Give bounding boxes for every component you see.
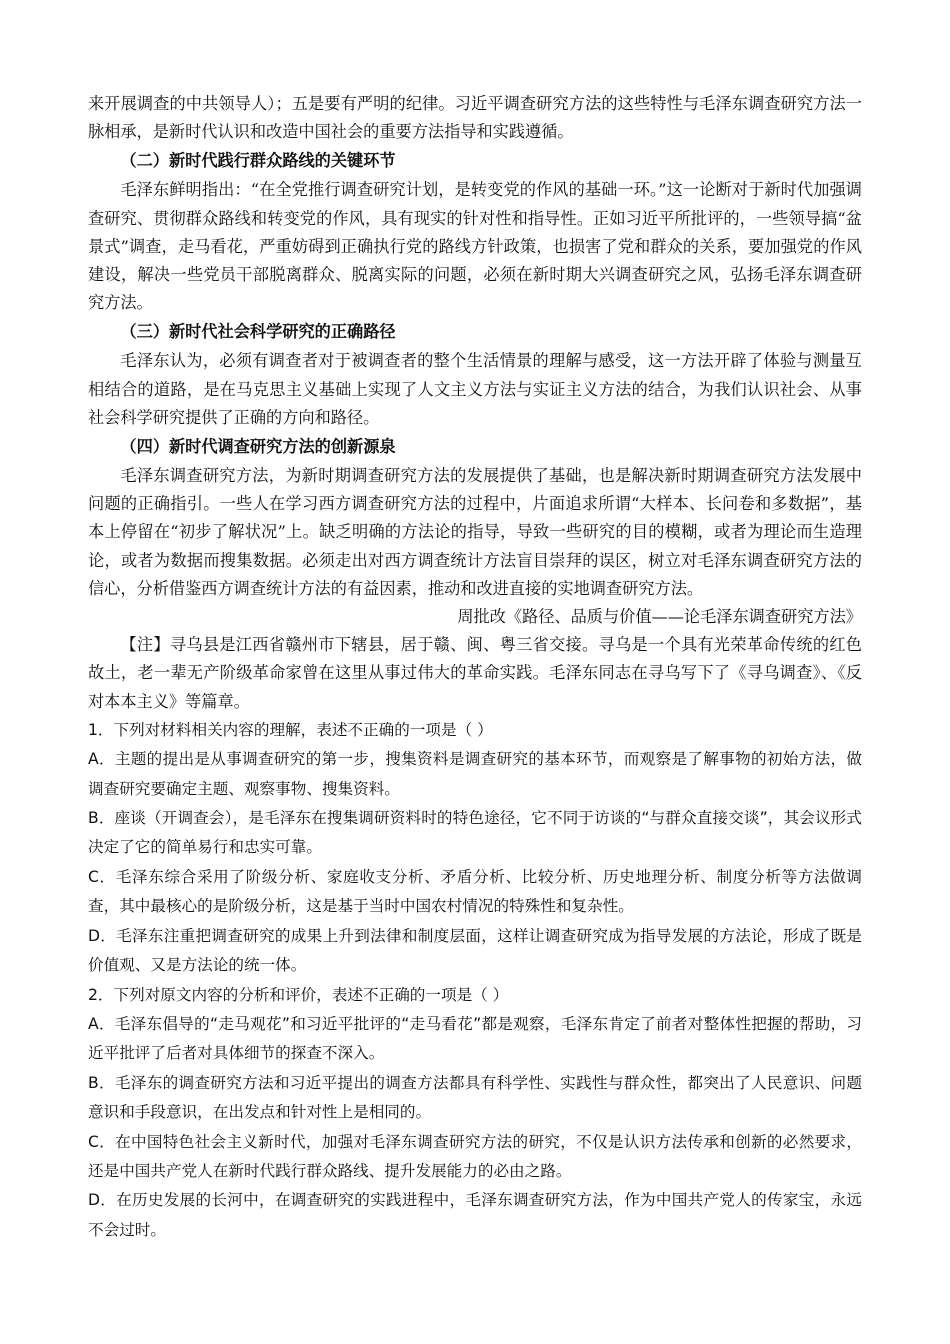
paragraph-section-3: 毛泽东认为，必须有调查者对于被调查者的整个生活情景的理解与感受，这一方法开辟了体验与测量互相结合的道路，是在马克思主义基础上实现了人文主义方法与实证主义方法的结合，为我们认识社会、从事社会科学研究提供了正确的方向和路径。 bbox=[88, 351, 862, 427]
question-option: D．在历史发展的长河中，在调查研究的实践进程中，毛泽东调查研究方法，作为中国共产党人的传家宝，永远不会过时。 bbox=[88, 1191, 862, 1239]
question-option: C．在中国特色社会主义新时代，加强对毛泽东调查研究方法的研究，不仅是认识方法传承和创新的必然要求，还是中国共产党人在新时代践行群众路线、提升发展能力的必由之路。 bbox=[88, 1132, 862, 1180]
note-paragraph: 【注】寻乌县是江西省赣州市下辖县，居于赣、闽、粤三省交接。寻乌是一个具有光荣革命传统的红色故土，老一辈无产阶级革命家曾在这里从事过伟大的革命实践。毛泽东同志在寻乌写下了《寻乌调查》、《反对本本主义》等篇章。 bbox=[88, 635, 862, 711]
question-option: A．主题的提出是从事调查研究的第一步，搜集资料是调查研究的基本环节，而观察是了解事物的初始方法，做调查研究要确定主题、观察事物、搜集资料。 bbox=[88, 750, 862, 798]
question-option: C．毛泽东综合采用了阶级分析、家庭收支分析、矛盾分析、比较分析、历史地理分析、制度分析等方法做调查，其中最核心的是阶级分析，这是基于当时中国农村情况的特殊性和复杂性。 bbox=[88, 867, 862, 916]
source-citation: 周批改《路径、品质与价值——论毛泽东调查研究方法》 bbox=[457, 607, 862, 627]
paragraph-section-2: 毛泽东鲜明指出：“在全党推行调查研究计划，是转变党的作风的基础一环。”这一论断对于新时代加强调查研究、贯彻群众路线和转变党的作风，具有现实的针对性和指导性。正如习近平所批评的，一些领导搞“盆景式”调查，走马看花，严重妨碍到正确执行党的路线方针政策，也损害了党和群众的关系，要加强党的作风建设，解决一些党员干部脱离群众、脱离实际的问题，必须在新时期大兴调查研究之风，弘扬毛泽东调查研究方法。 bbox=[88, 180, 862, 313]
section-heading-2: （二）新时代践行群众路线的关键环节 bbox=[120, 151, 396, 171]
question-option: D．毛泽东注重把调查研究的成果上升到法律和制度层面，这样让调查研究成为指导发展的方法论，形成了既是价值观、又是方法论的统一体。 bbox=[88, 926, 862, 975]
paragraph-section-4: 毛泽东调查研究方法，为新时期调查研究方法的发展提供了基础，也是解决新时期调查研究方法发展中问题的正确指引。一些人在学习西方调查研究方法的过程中，片面追求所谓“大样本、长问卷和多数据”，基本上停留在“初步了解状况”上。缺乏明确的方法论的指导，导致一些研究的目的模糊，或者为理论而生造理论，或者为数据而搜集数据。必须走出对西方调查统计方法盲目崇拜的误区，树立对毛泽东调查研究方法的信心，分析借鉴西方调查统计方法的有益因素，推动和改进直接的实地调查研究方法。 bbox=[88, 466, 862, 598]
section-heading-3: （三）新时代社会科学研究的正确路径 bbox=[120, 322, 396, 342]
question-option: B．毛泽东的调查研究方法和习近平提出的调查方法都具有科学性、实践性与群众性，都突出了人民意识、问题意识和手段意识，在出发点和针对性上是相同的。 bbox=[88, 1073, 862, 1122]
question-option: B．座谈（开调查会），是毛泽东在搜集调研资料时的特色途径，它不同于访谈的“与群众直接交谈”，其会议形式决定了它的简单易行和忠实可靠。 bbox=[88, 809, 862, 857]
question-stem: 1．下列对材料相关内容的理解，表述不正确的一项是（ ） bbox=[88, 720, 493, 739]
question-2 bbox=[88, 981, 862, 1246]
question-1 bbox=[88, 716, 862, 981]
section-heading-4: （四）新时代调查研究方法的创新源泉 bbox=[120, 437, 396, 457]
question-stem: 2．下列对原文内容的分析和评价，表述不正确的一项是（ ） bbox=[88, 985, 509, 1004]
paragraph-intro: 来开展调查的中共领导人）；五是要有严明的纪律。习近平调查研究方法的这些特性与毛泽东调查研究方法一脉相承，是新时代认识和改造中国社会的重要方法指导和实践遵循。 bbox=[88, 94, 862, 142]
question-option: A．毛泽东倡导的“走马观花”和习近平批评的“走马看花”都是观察，毛泽东肯定了前者对整体性把握的帮助，习近平批评了后者对具体细节的探查不深入。 bbox=[88, 1014, 862, 1063]
